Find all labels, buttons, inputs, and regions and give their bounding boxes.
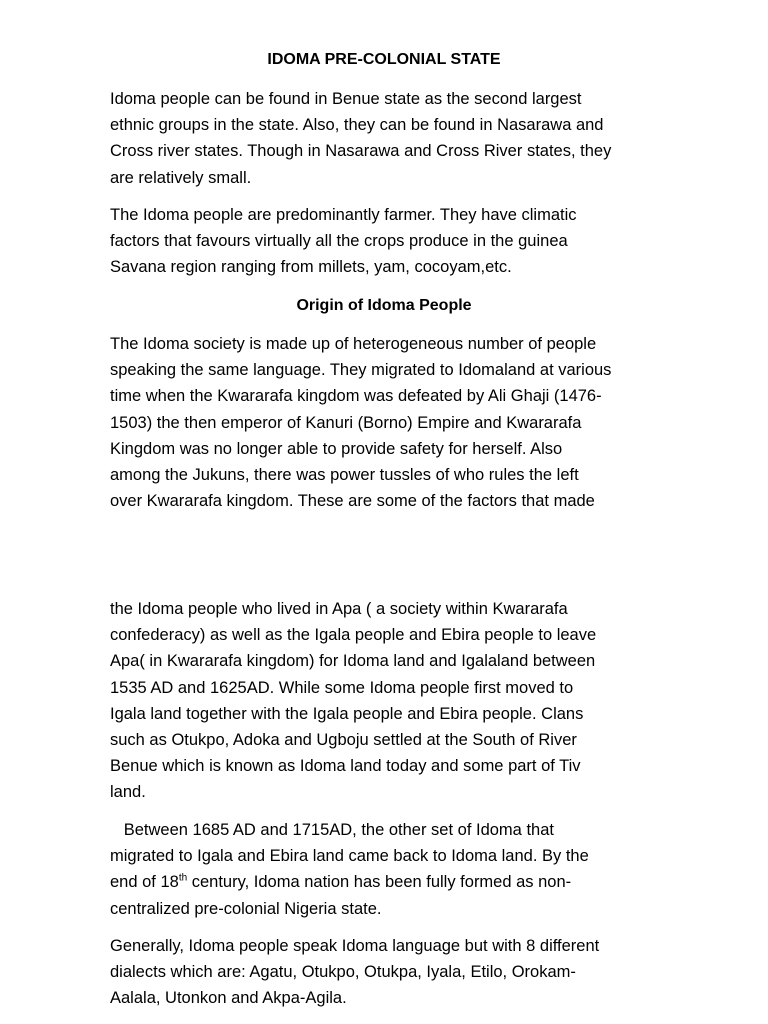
page-title: IDOMA PRE-COLONIAL STATE [267,51,501,68]
text-line: factors that favours virtually all the crops produce in the guinea [110,232,568,251]
text-fragment: end of 18 [110,873,179,892]
text-line: Idoma people can be found in Benue state as the second largest [110,90,582,108]
migration-paragraph [110,596,670,806]
text-line: confederacy) as well as the Igala people and Ebira people to leave [110,626,597,645]
text-line: migrated to Igala and Ebira land came back to Idoma land. By the [110,847,589,866]
text-line: the Idoma people who lived in Apa ( a society within Kwararafa [110,600,568,618]
text-line: speaking the same language. They migrated to Idomaland at various [110,361,612,380]
text-line: Benue which is known as Idoma land today and some part of Tiv [110,757,581,776]
ordinal-superscript: th [178,872,188,884]
text-line: Apa( in Kwararafa kingdom) for Idoma land and Igalaland between [110,652,596,671]
text-fragment: century, Idoma nation has been fully formed as non- [187,873,572,892]
return-paragraph [110,817,670,922]
text-line: dialects which are: Agatu, Otukpo, Otukpa, Iyala, Etilo, Orokam- [110,963,576,982]
text-line: 1535 AD and 1625AD. While some Idoma people first moved to [110,678,574,697]
text-line [110,869,670,895]
text-line: Between 1685 AD and 1715AD, the other set of Idoma that [110,821,554,839]
text-line: such as Otukpo, Adoka and Ugboju settled at the South of River [110,731,577,750]
text-line: over Kwararafa kingdom. These are some of the factors that made [110,492,595,511]
intro-paragraph [110,86,670,191]
origin-paragraph [110,331,670,514]
text-line: Kingdom was no longer able to provide safety for herself. Also [110,439,563,458]
text-line: Igala land together with the Igala people and Ebira people. Clans [110,704,584,723]
text-line: time when the Kwararafa kingdom was defeated by Ali Ghaji (1476- [110,387,602,406]
text-line: Aalala, Utonkon and Akpa-Agila. [110,989,347,1008]
text-line: Savana region ranging from millets, yam, cocoyam,etc. [110,258,512,277]
section-heading-origin: Origin of Idoma People [296,297,472,314]
text-line: The Idoma society is made up of heterogeneous number of people [110,335,597,353]
text-line: are relatively small. [110,168,252,187]
text-line: centralized pre-colonial Nigeria state. [110,899,382,918]
farming-paragraph [110,202,670,281]
dialects-paragraph [110,933,670,1012]
text-line: among the Jukuns, there was power tussles of who rules the left [110,466,579,485]
text-line: Generally, Idoma people speak Idoma language but with 8 different [110,937,600,955]
text-line: 1503) the then emperor of Kanuri (Borno) Empire and Kwararafa [110,413,582,432]
text-line: Cross river states. Though in Nasarawa and Cross River states, they [110,142,612,161]
text-line: ethnic groups in the state. Also, they can be found in Nasarawa and [110,116,604,135]
text-line: land. [110,783,146,802]
text-line: The Idoma people are predominantly farmer. They have climatic [110,206,577,224]
